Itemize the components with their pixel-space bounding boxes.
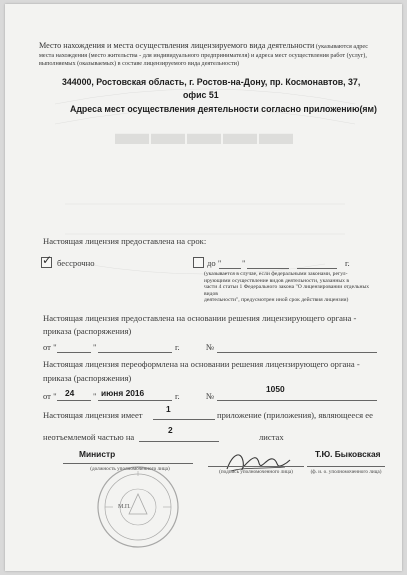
basis-from: от " (43, 342, 57, 352)
header-line-1: Место нахождения и места осуществления лицензируемого вида деятельности (указываются адрес (39, 41, 369, 50)
checkmark-icon: ✓ (42, 253, 53, 267)
term-note: (указывается в случае, если федеральными законами, регул- ирующими осуществление видов деятельности, указанных в части 4 статьи 1 Федерального закона "О лицензировании отдельных видов деятельности", предусмотрен иной срок действия лицензии) (204, 271, 370, 304)
indefinite-label: бессрочно (57, 258, 95, 268)
reissue-line-1: Настоящая лицензия переоформлена на основании решения лицензирующего органа - (43, 359, 360, 369)
reissue-quote: " (93, 391, 97, 401)
basis-line-2: приказа (распоряжения) (43, 326, 132, 336)
appendix-line-2-suffix: листах (259, 432, 284, 442)
position-caption: (должность уполномоченного лица) (90, 466, 170, 472)
indefinite-checkbox[interactable] (41, 253, 53, 268)
header-line-3: выполняемых (оказываемых) в составе лицензируемого вида деятельности) (39, 60, 240, 67)
basis-quote: " (93, 342, 97, 352)
appendix-line-1-suffix: приложение (приложения), являющееся ее (217, 410, 373, 420)
term-until-quote: " (242, 258, 246, 268)
reissue-number-label: № (206, 391, 215, 401)
license-page (5, 4, 402, 571)
appendix-line-2-prefix: неотъемлемой частью на (43, 432, 135, 442)
appendix-line-1-prefix: Настоящая лицензия имеет (43, 410, 143, 420)
basis-year: г. (175, 342, 180, 352)
header-line-2: места нахождения (место жительства - для индивидуального предпринимателя) и адреса мест осуществления работ (услуг), (39, 52, 367, 59)
sign-caption: (подпись уполномоченного лица) (219, 469, 293, 475)
reissue-number: 1050 (266, 384, 285, 394)
reissue-month-year: июня 2016 (101, 388, 145, 398)
name-caption: (ф. и. о. уполномоченного лица) (310, 469, 382, 475)
signer-position: Министр (79, 449, 116, 459)
address-line-1: 344000, Ростовская область, г. Ростов-на-Дону, пр. Космонавтов, 37, (62, 77, 361, 87)
official-seal-icon (95, 464, 181, 550)
signer-name: Т.Ю. Быковская (315, 449, 381, 459)
stamp-label: М.П. (118, 504, 131, 510)
watermark-emblem: ▬▬▬▬▬ (115, 114, 295, 152)
term-until-year: г. (345, 258, 350, 268)
address-line-3: Адреса мест осуществления деятельности согласно приложению(ям) (70, 104, 377, 114)
reissue-line-2: приказа (распоряжения) (43, 373, 132, 383)
address-line-2: офис 51 (183, 90, 219, 100)
reissue-from: от " (43, 391, 57, 401)
term-until-prefix: до " (207, 258, 222, 268)
reissue-year: г. (175, 391, 180, 401)
term-label: Настоящая лицензия предоставлена на срок: (43, 236, 207, 246)
basis-number-label: № (206, 342, 215, 352)
reissue-day: 24 (65, 388, 75, 398)
appendix-count: 1 (166, 404, 171, 414)
appendix-sheets: 2 (168, 425, 173, 435)
basis-line-1: Настоящая лицензия предоставлена на основании решения лицензирующего органа - (43, 313, 357, 323)
term-until-checkbox[interactable] (193, 257, 204, 268)
